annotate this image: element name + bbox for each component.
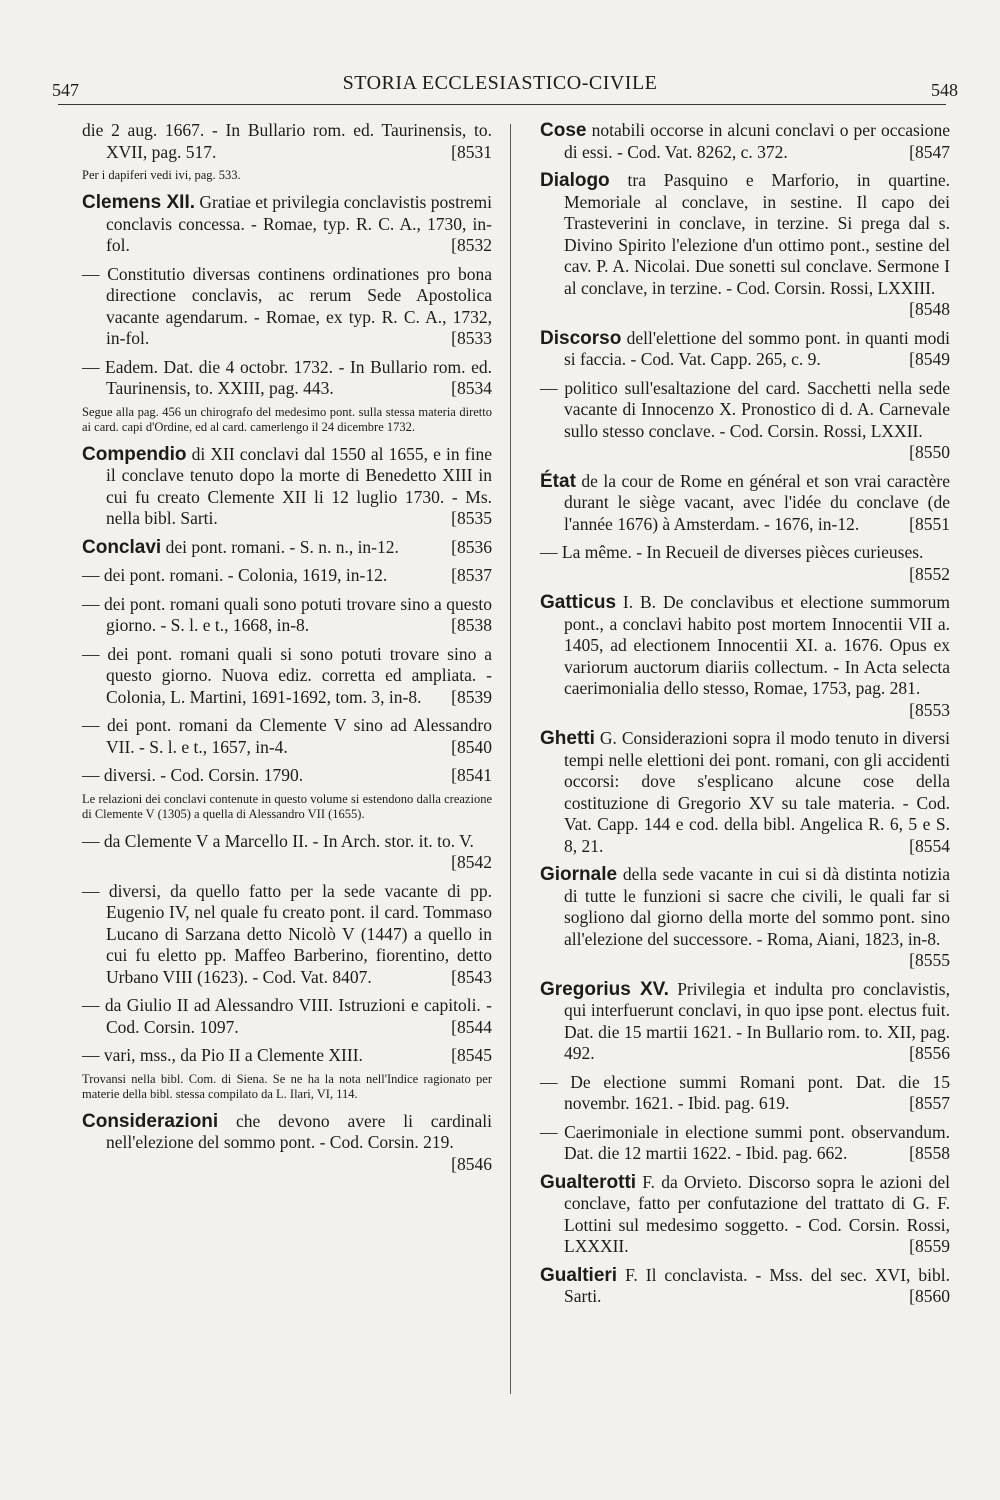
bibliography-entry — [540, 542, 950, 585]
entry-number: [8560 — [909, 1286, 950, 1306]
bibliography-entry — [540, 592, 950, 721]
entry-text: tra Pasquino e Marforio, in quartine. Memoriale al conclave, in sestine. Il capo dei Trasteverini in conclave, in terzine. Si prega dal s. Divino Spirito l'elezione d'un ottimo pont., sestine del cav. P. A. Nicolai. Due sonetti sul conclave. Sermone I al conclave, in terzine. - Cod. Corsin. Rossi, LXXIII. — [564, 170, 950, 298]
entry-heading: Giornale — [540, 864, 618, 885]
entry-number: [8553 — [909, 699, 950, 720]
entry-text: de la cour de Rome en général et son vrai caractère durant le siège vacant, avec l'idée du conclave (de l'année 1676) à Amsterdam. - 1676, in-12. — [564, 470, 950, 534]
entry-number: [8545 — [451, 1045, 492, 1065]
entry-heading: Considerazioni — [82, 1110, 219, 1132]
bibliography-entry — [82, 594, 492, 637]
entry-text: di XII conclavi dal 1550 al 1655, e in fine il conclave tenuto dopo la morte di Benedetto XIII in cui fu creato Clemente XII li 12 luglio 1730. - Ms. nella bibl. Sarti. — [106, 443, 492, 528]
entry-heading: Gregorius XV. — [540, 978, 669, 1000]
entry-text: — da Clemente V a Marcello II. - In Arch. stor. it. to. V. — [82, 830, 474, 851]
bibliography-entry — [82, 995, 492, 1038]
entry-text: della sede vacante in cui si dà distinta notizia di tutte le funzioni si sacre che civili, le quali far si sogliono dal giorno della morte del sommo pont. sino all'elezione del successore. - Roma, Aiani, 1823, in-8. — [564, 864, 950, 949]
entry-heading: État — [540, 470, 576, 492]
running-title: STORIA ECCLESIASTICO-CIVILE — [342, 72, 658, 94]
bibliography-entry — [540, 170, 950, 321]
entry-text: che devono avere li cardinali nell'elezione del sommo pont. - Cod. Corsin. 219. — [106, 1110, 492, 1152]
bibliography-entry — [82, 444, 492, 530]
entry-heading: Compendio — [82, 443, 187, 465]
entry-note: Segue alla pag. 456 un chirografo del medesimo pont. sulla stessa materia diretto ai card. capi d'Ordine, ed al card. camerlengo il 24 dicembre 1732. — [82, 404, 492, 434]
entry-text: — dei pont. romani quali sono potuti trovare sino a questo giorno. - S. l. e t., 1668, in-8. — [82, 593, 492, 635]
entry-text: — vari, mss., da Pio II a Clemente XIII. — [82, 1045, 363, 1065]
entry-note: Le relazioni dei conclavi contenute in questo volume si estendono dalla creazione di Clemente V (1305) a quella di Alessandro VII (1655). — [82, 791, 492, 821]
bibliography-entry — [540, 328, 950, 371]
entry-text: die 2 aug. 1667. - In Bullario rom. ed. Taurinensis, to. XVII, pag. 517. — [82, 120, 492, 162]
entry-note: Trovansi nella bibl. Com. di Siena. Se ne ha la nota nell'Indice ragionato per materie della bibl. stessa compilato da L. Ilari, VI, 114. — [82, 1071, 492, 1101]
entry-number: [8549 — [909, 349, 950, 369]
entry-heading: Ghetti — [540, 728, 595, 749]
bibliography-entry — [540, 979, 950, 1065]
bibliography-entry — [82, 765, 492, 787]
entry-text: Gratiae et privilegia conclavistis postremi conclavis concessa. - Romae, typ. R. C. A., 1730, in-fol. — [106, 192, 492, 255]
bibliography-entry — [540, 864, 950, 972]
entry-number: [8556 — [909, 1043, 950, 1063]
entry-number: [8559 — [909, 1236, 950, 1256]
entry-number: [8542 — [451, 852, 492, 872]
entry-number: [8547 — [909, 141, 950, 162]
header-rule — [58, 104, 946, 105]
entry-number: [8538 — [451, 615, 492, 635]
entry-number: [8548 — [909, 299, 950, 319]
entry-text: G. Considerazioni sopra il modo tenuto in diversi tempi nelle elettioni dei pont. romani, con gli accidenti occorsi: dove s'esplicano alcune cose della costituzione di Gregorio XV su tale materia. - Cod. Vat. Capp. 144 e cod. della bibl. Angelica R. 6, 5 e S. 8, 21. — [564, 728, 950, 856]
entry-text: I. B. De conclavibus et electione summorum pont., a conclavi habito post mortem Innocentii VII a. 1405, ad electionem Innocentii XI. a. 1676. Opus ex variorum auctorum diariis collectum. - In Acta selecta caerimonialia dello stesso, Romae, 1753, pag. 281. — [564, 592, 950, 698]
entry-text: — De electione summi Romani pont. Dat. die 15 novembr. 1621. - Ibid. pag. 619. — [540, 1071, 950, 1113]
bibliography-entry — [540, 378, 950, 464]
bibliography-entry — [540, 728, 950, 857]
page-number-left: 547 — [52, 80, 79, 100]
entry-number: [8555 — [909, 950, 950, 970]
entry-number: [8550 — [909, 442, 950, 462]
entry-number: [8534 — [451, 378, 492, 398]
bibliography-entry — [82, 565, 492, 587]
entry-heading: Discorso — [540, 327, 622, 349]
entry-number: [8537 — [451, 565, 492, 585]
bibliography-entry — [540, 1122, 950, 1165]
entry-text: — La même. - In Recueil de diverses pièces curieuses. — [540, 542, 924, 562]
bibliography-entry — [82, 881, 492, 989]
bibliography-entry — [82, 715, 492, 758]
left-column — [82, 120, 492, 1182]
bibliography-entry — [540, 120, 950, 163]
entry-number: [8541 — [451, 765, 492, 785]
bibliography-entry — [82, 120, 492, 163]
bibliography-entry — [540, 1265, 950, 1308]
entry-number: [8558 — [909, 1143, 950, 1163]
bibliography-entry — [82, 264, 492, 350]
entry-text: — dei pont. romani quali si sono potuti trovare sino a questo giorno. Nuova ediz. corretta ed ampliata. - Colonia, L. Martini, 1691-1692, tom. 3, in-8. — [82, 643, 492, 707]
entry-heading: Gatticus — [540, 592, 617, 613]
bibliography-entry — [540, 1072, 950, 1115]
entry-heading: Clemens XII. — [82, 192, 196, 213]
entry-text: dei pont. romani. - S. n. n., in-12. — [161, 536, 399, 557]
bibliography-entry — [82, 192, 492, 257]
entry-text: — dei pont. romani da Clemente V sino ad Alessandro VII. - S. l. e t., 1657, in-4. — [82, 715, 492, 757]
entry-number: [8535 — [451, 508, 492, 528]
entry-text: — Eadem. Dat. die 4 octobr. 1732. - In Bullario rom. ed. Taurinensis, to. XXIII, pag. 443. — [82, 356, 492, 398]
entry-heading: Cose — [540, 120, 587, 141]
entry-number: [8557 — [909, 1093, 950, 1113]
bibliography-entry — [540, 1172, 950, 1258]
bibliography-entry — [82, 644, 492, 709]
entry-number: [8539 — [451, 686, 492, 707]
entry-number: [8554 — [909, 835, 950, 856]
entry-text: — da Giulio II ad Alessandro VIII. Istruzioni e capitoli. - Cod. Corsin. 1097. — [82, 995, 492, 1037]
entry-text: — politico sull'esaltazione del card. Sacchetti nella sede vacante di Innocenzo X. Pronostico di d. A. Carnevale sullo stesso conclave. - Cod. Corsin. Rossi, LXXII. — [540, 377, 950, 441]
entry-heading: Dialogo — [540, 170, 610, 191]
page-number-right: 548 — [931, 80, 958, 100]
entry-number: [8532 — [451, 235, 492, 255]
entry-number: [8546 — [451, 1153, 492, 1174]
entry-note: Per i dapiferi vedi ivi, pag. 533. — [82, 168, 241, 182]
entry-number: [8552 — [909, 563, 950, 584]
entry-text: dell'elettione del sommo pont. in quanti modi si faccia. - Cod. Vat. Capp. 265, c. 9. — [564, 327, 950, 369]
bibliography-entry — [540, 471, 950, 536]
bibliography-entry — [82, 537, 492, 559]
column-divider — [510, 124, 511, 1394]
entry-heading: Gualterotti — [540, 1171, 637, 1193]
entry-heading: Conclavi — [82, 536, 162, 558]
entry-number: [8544 — [451, 1016, 492, 1037]
bibliography-entry — [82, 357, 492, 400]
entry-heading: Gualtieri — [540, 1264, 618, 1286]
bibliography-entry — [82, 1111, 492, 1176]
entry-number: [8531 — [451, 141, 492, 162]
entry-number: [8536 — [451, 536, 492, 557]
entry-text: Privilegia et indulta pro conclavistis, qui interfuerunt conclavi, in quo ipse pont. electus fuit. Dat. die 15 martii 1621. - In Bullario rom. to. XII, pag. 492. — [564, 978, 950, 1063]
entry-text: notabili occorse in alcuni conclavi o per occasione di essi. - Cod. Vat. 8262, c. 372. — [564, 120, 950, 162]
entry-text: — dei pont. romani. - Colonia, 1619, in-12. — [82, 565, 388, 585]
entry-text: F. Il conclavista. - Mss. del sec. XVI, bibl. Sarti. — [564, 1264, 950, 1306]
entry-number: [8551 — [909, 513, 950, 534]
entry-text: — diversi, da quello fatto per la sede vacante di pp. Eugenio IV, nel quale fu creato pont. il card. Tommaso Lucano di Sarzana detto Nicolò V (1447) a quello in cui fu eletto pp. Maffeo Barberino, fiorentino, detto Urbano VIII (1623). - Cod. Vat. 8407. — [82, 880, 492, 987]
bibliography-entry — [82, 1045, 492, 1067]
entry-text: — diversi. - Cod. Corsin. 1790. — [82, 765, 304, 785]
entry-text: F. da Orvieto. Discorso sopra le azioni del conclave, fatto per confutazione del trattato di G. F. Lottini sul medesimo soggetto. - Cod. Corsin. Rossi, LXXXII. — [564, 1171, 950, 1256]
entry-number: [8540 — [451, 736, 492, 757]
entry-number: [8533 — [451, 328, 492, 348]
entry-number: [8543 — [451, 966, 492, 987]
bibliography-entry — [82, 831, 492, 874]
right-column — [540, 120, 950, 1315]
entry-text: — Caerimoniale in electione summi pont. observandum. Dat. die 12 martii 1622. - Ibid. pag. 662. — [540, 1121, 950, 1163]
entry-text: — Constitutio diversas continens ordinationes pro bona directione conclavis, ac rerum Sede Apostolica vacante agendarum. - Romae, ex typ. R. C. A., 1732, in-fol. — [82, 263, 492, 348]
